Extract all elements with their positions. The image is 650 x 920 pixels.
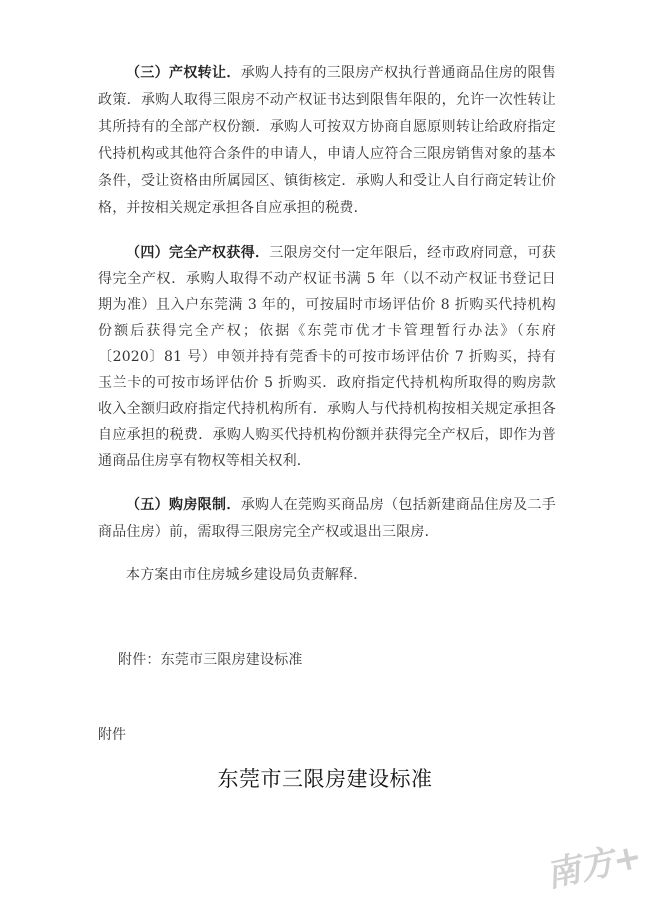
- section-heading: （五）购房限制．: [126, 497, 241, 513]
- section-heading: （三）产权转让．: [126, 65, 241, 81]
- document-body: [98, 0, 556, 794]
- annex-label: 附件: [98, 727, 126, 743]
- interpretation-note: 本方案由市住房城乡建设局负责解释．: [126, 567, 368, 583]
- section-body: 承购人持有的三限房产权执行普通商品住房的限售政策．承购人取得三限房不动产权证书达到限售年限的，允许一次性转让其所持有的全部产权份额．承购人可按双方协商自愿原则转让给政府指定代持机构或其他符合条件的申请人，申请人应符合三限房销售对象的基本条件，受让资格由所属园区、镇街核定．承购人和受让人自行商定转让价格，并按相关规定承担各自应承担的税费．: [98, 65, 556, 216]
- annex-title: 东莞市三限房建设标准: [217, 767, 433, 791]
- section-body: 承购人在莞购买商品房（包括新建商品住房及二手商品住房）前，需取得三限房完全产权或退出三限房．: [98, 497, 556, 540]
- section-body: 三限房交付一定年限后，经市政府同意，可获得完全产权．承购人取得不动产权证书满 5 年（以不动产权证书登记日期为准）且入户东莞满 3 年的，可按届时市场评估价 8 折购买代持机构份额后获得完全产权；依据《东莞市优才卡管理暂行办法》（东府〔2020〕81 号）申领并持有莞香卡的可按市场评估价 7 折购买，持有玉兰卡的可按市场评估价 5 折购买．政府指定代持机构所取得的购房款收入全额归政府指定代持机构所有．承购人与代持机构按相关规定承担各自应承担的税费．承购人购买代持机构份额并获得完全产权后，即作为普通商品住房享有物权等相关权利．: [98, 245, 557, 469]
- section-full-ownership: [98, 240, 556, 474]
- section-purchase-restriction: [98, 492, 556, 546]
- watermark-logo: 南方+: [542, 836, 646, 896]
- attachment-line: 附件：东莞市三限房建设标准: [118, 652, 303, 668]
- section-property-transfer: [98, 60, 556, 222]
- section-heading: （四）完全产权获得．: [126, 245, 270, 261]
